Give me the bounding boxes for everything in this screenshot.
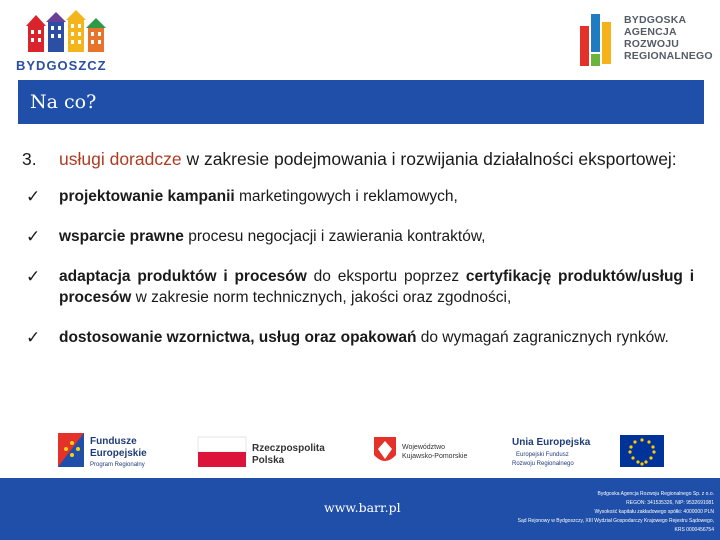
bydgoszcz-logo [12,10,122,76]
fundusze-europejskie-logo [58,433,147,468]
company-info-line: KRS 0000456754 [674,527,714,533]
polish-flag-icon [198,437,246,452]
list-item [22,327,694,348]
company-info [414,490,714,535]
point-text [59,147,694,171]
company-info-line: REGON: 341535326, NIP: 9532691081 [626,500,714,506]
item-bold-text: certyfikację produktów/usług i procesów [59,268,695,306]
rp-line-2: Polska [252,455,285,466]
unia-europejska-logo [512,435,664,467]
point-rest-text: w zakresie podejmowania i rozwijania działalności eksportowej: [181,149,677,169]
checkmark-icon: ✓ [26,187,41,206]
item-normal-text: do eksportu poprzez [306,268,466,285]
list-item [22,186,694,207]
company-info-line: Wysokość kapitału zakładowego spółki: 4000000 PLN [594,509,714,515]
rzeczpospolita-polska-logo [198,437,325,467]
barr-line-3: ROZWOJU [624,38,680,50]
checkmark-icon: ✓ [26,328,41,347]
fe-line-1: Fundusze [90,436,137,447]
checkmark-icon: ✓ [26,267,41,286]
list-item-text [59,186,694,207]
item-normal-text: do wymagań zagranicznych rynków. [416,329,669,346]
fe-line-2: Europejskie [90,448,147,459]
wkp-line-2: Kujawsko-Pomorskie [402,453,468,460]
company-info-line: Bydgoska Agencja Rozwoju Regionalnego Sp. z o.o. [597,491,714,497]
houses-icon [26,10,106,52]
fe-line-3: Program Regionalny [90,462,145,468]
bullet-list [22,186,694,348]
page-title: Na co? [30,91,97,113]
main-content [22,147,694,367]
ue-line-1: Unia Europejska [512,437,591,448]
header-bar [18,80,704,124]
item-bold-text: adaptacja produktów i procesów [59,268,307,285]
checkmark-icon: ✓ [26,227,41,246]
list-item [22,226,694,247]
list-item-text [59,327,694,348]
barr-line-4: REGIONALNEGO [624,50,713,62]
ue-line-3: Rozwoju Regionalnego [512,461,574,467]
footer-bar [0,478,720,540]
bydgoszcz-logo-text: BYDGOSZCZ [16,58,107,73]
item-normal-text: procesu negocjacji i zawierania kontraktów, [183,228,486,245]
item-bold-text: projektowanie kampanii [59,188,235,205]
item-normal-text: marketingowych i reklamowych, [234,188,458,205]
point-heading [22,147,694,171]
company-info-line: Sąd Rejonowy w Bydgoszczy, XIII Wydział Gospodarczy Krajowego Rejestru Sądowego, [517,518,714,524]
wkp-line-1: Województwo [402,444,446,451]
list-item-text [59,226,694,247]
barr-logo-text [624,14,713,62]
list-item [22,266,694,308]
ue-line-2: Europejski Fundusz [516,452,569,458]
point-accent-text: usługi doradcze [59,149,182,169]
item-normal-text: w zakresie norm technicznych, jakości oraz zgodności, [131,289,512,306]
item-bold-text: wsparcie prawne [59,228,184,245]
item-bold-text: dostosowanie wzornictwa, usług oraz opakowań [59,329,417,346]
funding-logos [56,429,668,475]
rp-line-1: Rzeczpospolita [252,443,325,454]
website-link[interactable]: www.barr.pl [324,500,401,515]
barr-logo-icon [580,14,611,66]
barr-line-1: BYDGOSKA [624,14,687,26]
list-item-text [59,266,694,308]
wojewodztwo-logo [374,437,467,461]
point-number: 3. [22,149,37,169]
barr-line-2: AGENCJA [624,26,677,38]
